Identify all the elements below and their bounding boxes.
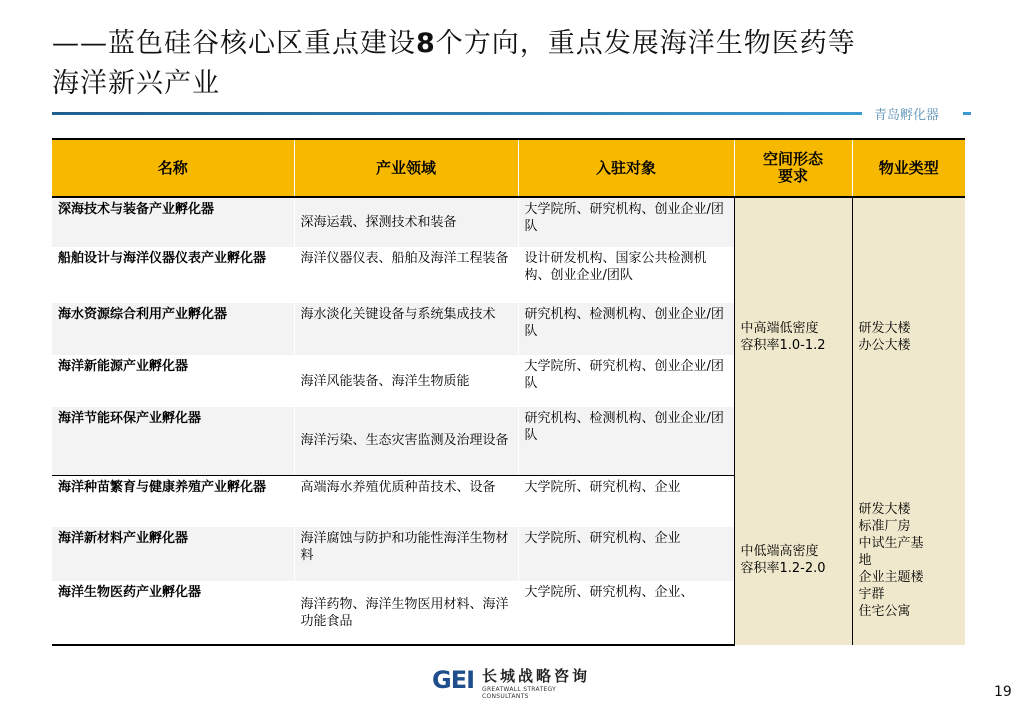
company-logo xyxy=(432,666,602,698)
logo-chinese-name: 长城战略咨询 xyxy=(482,667,591,685)
ptype-group-1 xyxy=(852,197,965,475)
row-target: 设计研发机构、国家公共检测机构、创业企业/团队 xyxy=(518,247,734,303)
header-space-line2: 要求 xyxy=(777,167,808,185)
brand-label: 青岛孵化器 xyxy=(874,108,940,123)
space-group-1-line2: 容积率1.0-1.2 xyxy=(740,337,826,353)
slide-title xyxy=(52,24,982,104)
header-space-line1: 空间形态 xyxy=(762,150,823,168)
row-field: 高端海水养殖优质种苗技术、设备 xyxy=(294,475,518,527)
header-target: 入驻对象 xyxy=(518,139,734,197)
ptype-line: 标准厂房 xyxy=(858,518,911,534)
row-field: 海洋污染、生态灾害监测及治理设备 xyxy=(294,407,518,475)
ptype-line: 住宅公寓 xyxy=(858,603,911,619)
row-target: 大学院所、研究机构、企业 xyxy=(518,475,734,527)
row-name: 海水资源综合利用产业孵化器 xyxy=(52,303,294,355)
title-number: 8 xyxy=(416,28,436,59)
ptype-line: 地 xyxy=(858,552,872,568)
row-target: 研究机构、检测机构、创业企业/团队 xyxy=(518,407,734,475)
row-name: 海洋新能源产业孵化器 xyxy=(52,355,294,407)
row-field: 海洋药物、海洋生物医用材料、海洋功能食品 xyxy=(294,581,518,645)
row-field: 深海运载、探测技术和装备 xyxy=(294,197,518,247)
row-target: 大学院所、研究机构、企业、 xyxy=(518,581,734,645)
row-name: 海洋新材料产业孵化器 xyxy=(52,527,294,581)
row-field: 海洋风能装备、海洋生物质能 xyxy=(294,355,518,407)
row-name: 海洋种苗繁育与健康养殖产业孵化器 xyxy=(52,475,294,527)
incubator-table xyxy=(52,138,965,646)
ptype-group-1-line2: 办公大楼 xyxy=(858,337,911,353)
row-target: 大学院所、研究机构、企业 xyxy=(518,527,734,581)
row-name: 海洋生物医药产业孵化器 xyxy=(52,581,294,645)
row-name: 船舶设计与海洋仪器仪表产业孵化器 xyxy=(52,247,294,303)
table-row xyxy=(52,475,965,527)
header-name: 名称 xyxy=(52,139,294,197)
page-number: 19 xyxy=(994,684,1012,700)
ptype-group-2-lines xyxy=(859,501,960,620)
space-group-2 xyxy=(734,475,852,645)
header-ptype: 物业类型 xyxy=(852,139,965,197)
row-name: 海洋节能环保产业孵化器 xyxy=(52,407,294,475)
row-name: 深海技术与装备产业孵化器 xyxy=(52,197,294,247)
title-divider xyxy=(52,112,862,115)
space-group-2-line1: 中低端高密度 xyxy=(740,544,819,559)
space-group-1-line1: 中高端低密度 xyxy=(740,320,819,336)
row-field: 海水淡化关键设备与系统集成技术 xyxy=(294,303,518,355)
header-space xyxy=(734,139,852,197)
title-line-2: 海洋新兴产业 xyxy=(52,68,220,99)
space-group-1 xyxy=(734,197,852,475)
ptype-group-2 xyxy=(852,475,965,645)
row-field: 海洋腐蚀与防护和功能性海洋生物材料 xyxy=(294,527,518,581)
header-field: 产业领域 xyxy=(294,139,518,197)
row-target: 研究机构、检测机构、创业企业/团队 xyxy=(518,303,734,355)
ptype-line: 宇群 xyxy=(858,586,885,602)
row-target: 大学院所、研究机构、创业企业/团队 xyxy=(518,355,734,407)
row-field: 海洋仪器仪表、船舶及海洋工程装备 xyxy=(294,247,518,303)
space-group-2-line2: 容积率1.2-2.0 xyxy=(740,561,826,576)
ptype-line: 研发大楼 xyxy=(858,501,911,517)
brand-dash xyxy=(963,112,971,115)
ptype-line: 中试生产基 xyxy=(858,535,924,551)
row-target: 大学院所、研究机构、创业企业/团队 xyxy=(518,197,734,247)
table-header-row xyxy=(52,139,965,197)
title-text-1: ——蓝色硅谷核心区重点建设 xyxy=(52,28,416,59)
ptype-group-1-line1: 研发大楼 xyxy=(858,320,911,336)
logo-abbr: GEI xyxy=(432,666,475,694)
title-text-2: 个方向，重点发展海洋生物医药等 xyxy=(435,28,856,59)
ptype-line: 企业主题楼 xyxy=(858,569,924,585)
logo-english-name: GREATWALL STRATEGY CONSULTANTS xyxy=(482,686,557,700)
table-row xyxy=(52,197,965,247)
